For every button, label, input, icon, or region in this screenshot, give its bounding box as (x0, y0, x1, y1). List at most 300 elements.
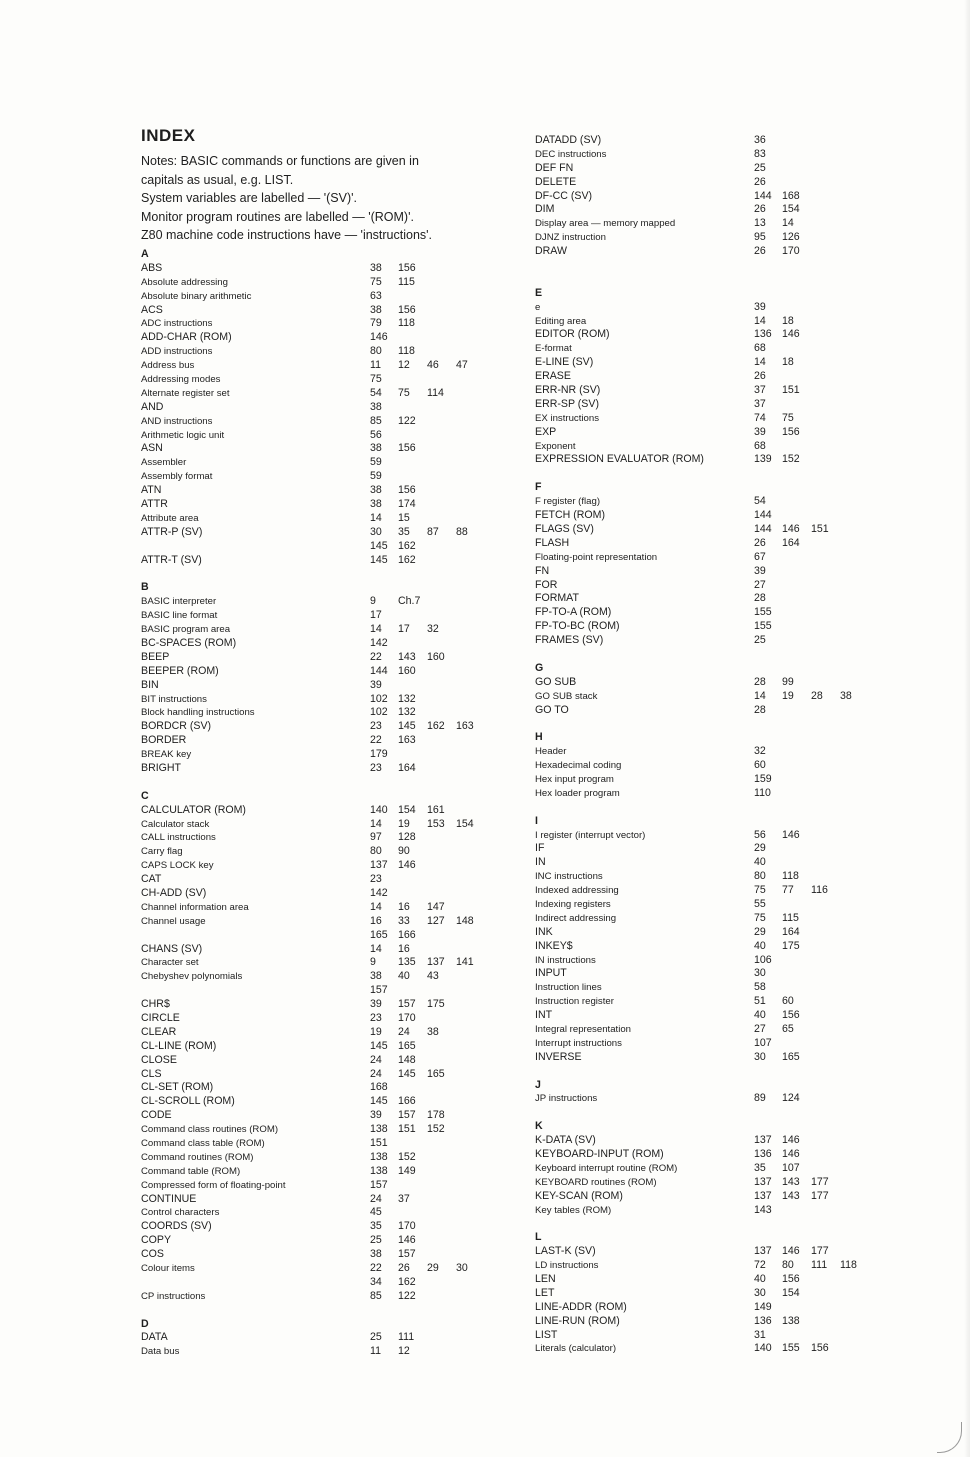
page-ref: 39 (370, 998, 382, 1011)
index-term: COS (141, 1248, 164, 1261)
index-term: FLAGS (SV) (535, 522, 594, 535)
index-term: IN instructions (535, 954, 596, 966)
index-pages (370, 734, 427, 748)
section-letter-label: G (535, 661, 544, 674)
index-pages (370, 845, 427, 859)
index-pages (370, 915, 485, 929)
page-ref: 58 (754, 981, 766, 994)
index-term: Data bus (141, 1346, 180, 1358)
index-term: Colour items (141, 1263, 195, 1275)
index-pages (754, 787, 782, 801)
index-pages (754, 773, 782, 787)
index-pages (370, 665, 427, 679)
index-pages (370, 1109, 456, 1123)
index-pages (370, 1234, 427, 1248)
page-ref: 146 (782, 1245, 800, 1258)
page-ref: 151 (370, 1137, 388, 1149)
page-ref: 38 (427, 1025, 439, 1038)
index-term: DF-CC (SV) (535, 189, 593, 202)
page-ref: 156 (398, 484, 416, 497)
page-ref: 144 (370, 664, 388, 677)
index-pages (754, 315, 811, 329)
page-ref: 141 (456, 956, 474, 969)
page-ref: 13 (754, 217, 766, 230)
page-ref: 102 (370, 706, 388, 719)
index-term: COORDS (SV) (141, 1220, 212, 1233)
page-edge-shadow (964, 0, 970, 1457)
index-pages (370, 1220, 427, 1234)
index-pages (754, 967, 782, 981)
index-term: LINE-RUN (ROM) (535, 1314, 620, 1327)
page-ref: 35 (370, 1220, 382, 1233)
page-ref: 72 (754, 1259, 766, 1272)
section-letter-label: E (535, 286, 543, 299)
page-ref: 170 (782, 245, 800, 258)
page-ref: 159 (754, 772, 772, 785)
page-ref: 30 (754, 1286, 766, 1299)
page-ref: 95 (754, 231, 766, 244)
page-ref: 111 (811, 1259, 828, 1272)
page-ref: 34 (370, 1275, 382, 1288)
section-letter-label: A (141, 248, 149, 260)
page-ref: 75 (782, 411, 794, 424)
page-ref: 137 (754, 1189, 772, 1202)
index-pages (370, 1206, 398, 1220)
page-ref: 19 (782, 689, 794, 702)
index-pages (754, 301, 782, 315)
index-term: FP-TO-BC (ROM) (535, 620, 620, 633)
index-term: CODE (141, 1109, 172, 1122)
index-term: ATTR (141, 498, 168, 511)
page-ref: 122 (398, 414, 416, 427)
page-ref: 74 (754, 411, 766, 424)
page-ref: 149 (398, 1164, 416, 1177)
page-ref: 149 (754, 1300, 772, 1313)
index-term: CL-SCROLL (ROM) (141, 1095, 235, 1108)
page-ref: 59 (370, 456, 382, 469)
index-pages (370, 276, 427, 290)
page-ref: 67 (754, 550, 766, 563)
page-ref: 106 (754, 953, 772, 966)
page-ref: 29 (427, 1262, 439, 1275)
index-pages (754, 565, 782, 579)
page-ref: 75 (754, 884, 766, 897)
page-ref: 26 (754, 370, 766, 383)
page-ref: 156 (782, 1273, 800, 1286)
index-pages (370, 262, 427, 276)
page-ref: 23 (370, 1011, 382, 1024)
page-ref: 144 (754, 189, 772, 202)
index-pages (370, 456, 398, 470)
page-ref: 154 (398, 803, 416, 816)
index-term: BRIGHT (141, 761, 182, 774)
page-ref: 132 (398, 706, 416, 719)
page-ref: 40 (754, 939, 766, 952)
index-pages (370, 470, 398, 484)
page-ref: 29 (754, 925, 766, 938)
index-pages (754, 495, 782, 509)
index-term: BASIC program area (141, 624, 231, 636)
page-ref: 156 (398, 261, 416, 274)
index-pages (754, 676, 811, 690)
page-ref: 77 (782, 884, 794, 897)
page-ref: 39 (370, 1109, 382, 1122)
index-term: Instruction register (535, 996, 614, 1008)
index-pages (754, 190, 811, 204)
index-term: CLEAR (141, 1025, 177, 1038)
page-ref: 25 (370, 1331, 382, 1344)
index-term: F register (flag) (535, 496, 601, 508)
index-term: CL-SET (ROM) (141, 1081, 214, 1094)
index-term: INK (535, 925, 553, 938)
index-term: Literals (calculator) (535, 1343, 617, 1355)
page-ref: 115 (782, 911, 799, 924)
index-pages (754, 1190, 840, 1204)
index-pages (370, 1040, 427, 1054)
page-ref: 110 (754, 786, 771, 799)
page-ref: 14 (370, 817, 382, 830)
index-pages (754, 328, 811, 342)
index-term: Character set (141, 957, 199, 969)
index-term: K-DATA (SV) (535, 1134, 596, 1147)
index-pages (370, 873, 398, 887)
index-pages (754, 523, 840, 537)
index-term: BEEPER (ROM) (141, 664, 219, 677)
page-ref: 128 (398, 831, 416, 844)
index-term: Integral representation (535, 1024, 631, 1035)
index-pages (754, 176, 782, 190)
index-term: Indexed addressing (535, 885, 619, 897)
page-ref: 142 (370, 886, 388, 899)
page-ref: 168 (782, 189, 800, 202)
index-term: Instruction lines (535, 982, 602, 994)
page-ref: 25 (754, 634, 766, 647)
page-ref: 26 (754, 203, 766, 216)
page-ref: 16 (398, 942, 410, 955)
page-ref: 156 (398, 303, 416, 316)
page-ref: 118 (398, 345, 415, 358)
page-ref: 155 (754, 606, 772, 619)
index-term: ADC instructions (141, 318, 213, 330)
page-ref: 164 (782, 925, 800, 938)
index-pages (370, 1123, 456, 1137)
page-ref: 151 (782, 384, 800, 397)
index-term: EX instructions (535, 412, 599, 424)
page-ref: 85 (370, 1289, 382, 1302)
page-ref: 146 (782, 328, 800, 341)
index-term: LAST-K (SV) (535, 1245, 596, 1258)
section-letter-label: H (535, 731, 543, 744)
index-pages (370, 498, 427, 512)
index-pages (754, 690, 869, 704)
page-ref: 68 (754, 439, 766, 452)
page-corner-curl (937, 1422, 962, 1453)
page-ref: 157 (398, 998, 416, 1011)
section-letter-label: D (141, 1317, 149, 1330)
page-ref: 16 (398, 900, 410, 913)
page-ref: 155 (754, 620, 772, 633)
index-pages (370, 970, 456, 984)
index-pages (370, 651, 456, 665)
page-ref: 39 (754, 300, 766, 313)
page-ref: 111 (398, 1331, 415, 1344)
page-ref: 14 (370, 511, 382, 524)
index-term: ASN (141, 442, 163, 455)
page-ref: 148 (398, 1053, 416, 1066)
index-pages (370, 901, 456, 915)
index-pages (754, 426, 811, 440)
index-term: IN (535, 856, 546, 869)
index-pages (754, 940, 811, 954)
page-ref: 118 (398, 317, 415, 330)
index-pages (370, 1068, 456, 1082)
index-term: Command class routines (ROM) (141, 1124, 279, 1136)
page-ref: 65 (782, 1023, 794, 1035)
page-ref: 118 (840, 1259, 857, 1272)
page-ref: 97 (370, 831, 382, 844)
index-term: IF (535, 842, 545, 855)
page-ref: 178 (427, 1109, 445, 1122)
index-pages (754, 1092, 811, 1106)
index-term: FETCH (ROM) (535, 509, 606, 522)
index-term: Channel information area (141, 901, 249, 913)
index-pages (754, 704, 782, 718)
section-letter-label: C (141, 789, 149, 802)
index-pages (370, 484, 427, 498)
index-term: BASIC line format (141, 610, 218, 622)
index-pages (754, 579, 782, 593)
page-ref: 143 (754, 1203, 772, 1216)
index-term: LIST (535, 1328, 558, 1341)
page-ref: 23 (370, 761, 382, 774)
page-ref: 148 (456, 914, 474, 927)
page-ref: 140 (370, 803, 388, 816)
page-ref: 166 (398, 1095, 416, 1108)
page-ref: 162 (427, 720, 445, 733)
page-ref: 14 (754, 314, 766, 327)
page-ref: 157 (398, 1109, 416, 1122)
page-ref: 11 (370, 1345, 381, 1358)
page-ref: Ch.7 (398, 595, 421, 608)
page-ref: 32 (754, 745, 766, 758)
index-pages (754, 1051, 811, 1065)
index-pages (370, 623, 456, 637)
page-ref: 138 (782, 1314, 800, 1327)
page-ref: 156 (398, 442, 416, 455)
index-pages (754, 620, 782, 634)
page-ref: 153 (427, 817, 445, 830)
page-ref: 15 (398, 511, 410, 524)
section-letter-label: I (535, 814, 538, 827)
page-ref: 124 (782, 1092, 800, 1105)
page-ref: 162 (398, 553, 416, 566)
page-ref: 43 (427, 970, 439, 983)
index-term: Absolute addressing (141, 276, 228, 288)
page-ref: 138 (370, 1150, 388, 1163)
index-term: Assembly format (141, 471, 213, 483)
page-ref: 14 (754, 689, 766, 702)
page-ref: 179 (370, 748, 388, 761)
index-term: Interrupt instructions (535, 1037, 622, 1049)
index-term: FLASH (535, 536, 570, 549)
page-ref: 38 (370, 442, 382, 455)
index-pages (370, 887, 398, 901)
page-ref: 156 (782, 425, 800, 438)
page-ref: 26 (754, 245, 766, 258)
index-pages (370, 540, 427, 554)
index-pages (754, 412, 811, 426)
index-term: FP-TO-A (ROM) (535, 606, 612, 619)
page-ref: 127 (427, 914, 445, 927)
page-ref: 56 (754, 828, 766, 841)
index-term: Command class table (ROM) (141, 1138, 265, 1149)
page-ref: 175 (782, 939, 800, 952)
index-term: Command routines (ROM) (141, 1151, 254, 1163)
page-ref: 137 (370, 859, 388, 872)
index-term: DIM (535, 203, 555, 216)
index-term: BASIC interpreter (141, 596, 217, 608)
index-pages (754, 1176, 840, 1190)
page-ref: 99 (782, 675, 794, 688)
index-pages (370, 943, 427, 957)
index-pages (754, 551, 782, 565)
page-ref: 177 (811, 1189, 829, 1202)
page-ref: 165 (398, 1039, 416, 1052)
page-ref: 89 (754, 1092, 766, 1105)
page-ref: 143 (782, 1175, 800, 1188)
index-pages (370, 1248, 427, 1262)
index-pages (370, 1262, 485, 1276)
index-term: LEN (535, 1273, 556, 1286)
index-term: Hexadecimal coding (535, 760, 622, 772)
page-ref: 19 (398, 817, 410, 830)
index-pages (754, 1287, 811, 1301)
index-term: AND instructions (141, 415, 213, 427)
index-term: Attribute area (141, 512, 199, 524)
index-term: CALCULATOR (ROM) (141, 803, 246, 816)
index-term: DEF FN (535, 161, 574, 174)
page-ref: 126 (782, 231, 800, 244)
index-pages (754, 203, 811, 217)
page-ref: 165 (782, 1050, 800, 1063)
index-term: Indirect addressing (535, 912, 617, 924)
index-pages (370, 1012, 427, 1026)
page-ref: 39 (754, 425, 766, 438)
page-ref: 75 (398, 386, 410, 399)
index-term: CHANS (SV) (141, 942, 203, 955)
index-term: ATTR-T (SV) (141, 553, 202, 566)
index-pages (370, 1026, 456, 1040)
index-pages (370, 1276, 427, 1290)
page-ref: 28 (754, 675, 766, 688)
index-term: BIN (141, 678, 159, 691)
page-title: INDEX (141, 126, 196, 145)
index-pages (370, 1290, 427, 1304)
index-term: Chebyshev polynomials (141, 971, 243, 983)
index-term: COPY (141, 1234, 172, 1247)
index-term: Command table (ROM) (141, 1165, 241, 1177)
index-term: DATADD (SV) (535, 134, 602, 146)
index-pages (370, 706, 427, 720)
page-ref: 14 (782, 217, 794, 230)
index-term: Arithmetic logic unit (141, 429, 225, 441)
index-pages (754, 148, 782, 162)
page-ref: 38 (370, 1248, 382, 1261)
index-term: INC instructions (535, 871, 603, 883)
index-pages (370, 1151, 427, 1165)
page-ref: 9 (370, 595, 376, 608)
page-ref: 22 (370, 1262, 382, 1275)
index-pages (370, 1193, 427, 1207)
page-ref: 143 (782, 1189, 800, 1202)
index-pages (754, 1162, 811, 1176)
index-pages (754, 606, 782, 620)
index-term: CONTINUE (141, 1192, 197, 1205)
page-ref: 54 (754, 495, 766, 508)
index-term: GO SUB (535, 675, 577, 688)
page-ref: 160 (427, 650, 445, 663)
page-ref: 143 (398, 650, 416, 663)
index-pages (754, 342, 782, 356)
page-ref: 47 (456, 359, 468, 372)
page-ref: 79 (370, 317, 382, 330)
page-ref: 80 (782, 1259, 794, 1272)
page-ref: 145 (370, 1039, 388, 1052)
page-ref: 157 (398, 1248, 416, 1261)
page-ref: 163 (398, 734, 416, 747)
page-ref: 155 (782, 1342, 800, 1355)
index-term: FOR (535, 578, 558, 591)
index-term: CALL instructions (141, 832, 216, 844)
index-term: JP instructions (535, 1093, 598, 1105)
index-term: e (535, 301, 541, 313)
page-ref: 154 (782, 1286, 800, 1299)
index-pages (754, 898, 782, 912)
page-ref: 144 (754, 522, 772, 535)
index-term: CAPS LOCK key (141, 860, 214, 872)
page-ref: 145 (370, 539, 388, 552)
page-ref: 22 (370, 734, 382, 747)
page-ref: 90 (398, 845, 410, 858)
index-term: ERR-SP (SV) (535, 397, 599, 410)
index-term: ACS (141, 303, 163, 316)
page-ref: 157 (370, 1178, 388, 1191)
index-pages (754, 870, 811, 884)
index-term: Exponent (535, 440, 576, 452)
index-term: Calculator stack (141, 818, 210, 830)
section-letter-label: K (535, 1120, 543, 1133)
page-ref: 54 (370, 386, 382, 399)
page-ref: 154 (782, 203, 800, 216)
index-pages (370, 1179, 398, 1193)
index-term: LINE-ADDR (ROM) (535, 1300, 627, 1313)
page-ref: 146 (370, 331, 388, 344)
index-pages (370, 1054, 427, 1068)
page-ref: 39 (370, 678, 382, 691)
page-ref: 166 (398, 928, 416, 941)
index-term: CP instructions (141, 1290, 206, 1302)
index-term: BEEP (141, 650, 170, 663)
page-ref: 17 (370, 609, 382, 622)
index-pages (370, 720, 485, 734)
page-ref: 40 (398, 970, 410, 983)
page-ref: 114 (427, 386, 444, 399)
section-letter-label: B (141, 581, 149, 594)
page-ref: 145 (370, 553, 388, 566)
index-pages (754, 398, 782, 412)
index-pages (754, 356, 811, 370)
index-pages (370, 317, 427, 331)
